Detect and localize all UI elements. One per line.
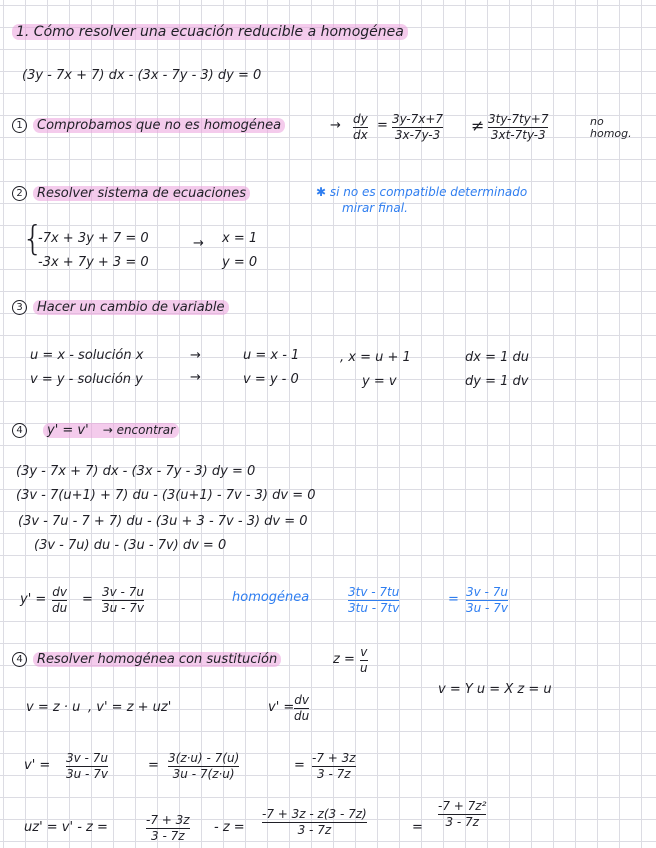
yprime-label: y' = (20, 592, 47, 607)
fraction-dvdu: dv du (52, 585, 68, 615)
equals-sign: = (412, 820, 423, 835)
fraction-simplified-z: -7 + 3z 3 - 7z (312, 751, 356, 781)
fraction-v-over-u: v u (360, 645, 368, 675)
step-4-heading (12, 422, 179, 439)
step-label: Resolver homogénea con sustitución (33, 652, 281, 667)
vprime-label: v' = (268, 700, 295, 715)
fraction-combined: -7 + 3z - z(3 - 7z) 3 - 7z (262, 807, 367, 837)
derivation-line-2: (3v - 7(u+1) + 7) du - (3(u+1) - 7v - 3) dv = 0 (16, 488, 316, 503)
fraction-original: 3y-7x+7 3x-7y-3 (392, 112, 444, 142)
v-definition: v = y - 0 (243, 372, 299, 387)
vprime-label: v' = (24, 758, 51, 773)
step-1-heading (12, 118, 285, 134)
z-definition-label: z = (333, 652, 355, 667)
equals-sign: = (294, 758, 305, 773)
v-equals-zu: v = z · u (26, 700, 81, 715)
fraction-scaled: 3ty-7ty+7 3xt-7ty-3 (488, 112, 549, 142)
not-equal-sign: ≠ (471, 116, 485, 135)
system-eq-2: -3x + 7y + 3 = 0 (38, 255, 149, 270)
substitution-v: v = y - solución y (30, 372, 143, 387)
solution-y: y = 0 (222, 255, 258, 270)
variable-mapping: v = Y u = X z = u (438, 682, 552, 697)
system-brace: { (22, 219, 44, 259)
solution-x: x = 1 (222, 231, 258, 246)
step-number: 2 (12, 186, 27, 201)
step-label: Resolver sistema de ecuaciones (33, 186, 250, 201)
arrow-icon: → (190, 348, 201, 363)
equals-sign: = (148, 758, 159, 773)
step-3-heading (12, 300, 229, 316)
main-equation: (3y - 7x + 7) dx - (3x - 7y - 3) dy = 0 (22, 68, 262, 83)
derivation-line-1: (3y - 7x + 7) dx - (3x - 7y - 3) dy = 0 (16, 464, 256, 479)
step-label: y' = v' (47, 423, 89, 438)
vprime-expression: , v' = z + uz' (88, 700, 172, 715)
step-number: 1 (12, 118, 27, 133)
arrow-icon: → (193, 236, 204, 251)
fraction-dvdu: dv du (294, 693, 310, 723)
equals-sign: = (82, 592, 93, 607)
minus-z: - z = (214, 820, 245, 835)
y-in-terms-of-v: y = v (362, 374, 397, 389)
not-homogeneous-note: no homog. (590, 115, 632, 140)
u-definition: u = x - 1 (243, 348, 300, 363)
dy-relation: dy = 1 dv (465, 374, 529, 389)
equals-sign: = (448, 592, 459, 607)
dx-relation: dx = 1 du (465, 350, 529, 365)
fraction-simplified: 3v - 7u 3u - 7v (466, 585, 508, 615)
step-5-heading (12, 652, 281, 668)
step-number: 3 (12, 300, 27, 315)
fraction-substituted: 3(z·u) - 7(u) 3u - 7(z·u) (168, 751, 240, 781)
derivation-line-4: (3v - 7u) du - (3u - 7v) dv = 0 (34, 538, 227, 553)
fraction-vprime: -7 + 3z 3 - 7z (146, 813, 190, 843)
derivation-line-3: (3v - 7u - 7 + 7) du - (3u + 3 - 7v - 3) dv = 0 (18, 514, 308, 529)
substitution-u: u = x - solución x (30, 348, 144, 363)
step-label-note: → encontrar (102, 423, 176, 437)
step-2-heading (12, 186, 250, 202)
system-eq-1: -7x + 3y + 7 = 0 (38, 231, 149, 246)
page-title: 1. Cómo resolver una ecuación reducible a homogénea (12, 24, 408, 40)
homogeneous-label: homogénea (232, 590, 310, 605)
fraction-vu: 3v - 7u 3u - 7v (102, 585, 144, 615)
compatibility-note: ✱ si no es compatible determinado mirar final. (316, 185, 528, 215)
arrow-icon: → (190, 370, 201, 385)
x-in-terms-of-u: , x = u + 1 (340, 350, 411, 365)
step-number: 4 (12, 652, 27, 667)
arrow-icon: → (330, 118, 341, 133)
step-label: Hacer un cambio de variable (33, 300, 229, 315)
step-label: Comprobamos que no es homogénea (33, 118, 285, 133)
fraction-dydx: dy dx (353, 112, 368, 142)
fraction-vu: 3v - 7u 3u - 7v (66, 751, 108, 781)
fraction-scaled-t: 3tv - 7tu 3tu - 7tv (348, 585, 400, 615)
fraction-final: -7 + 7z² 3 - 7z (438, 799, 487, 829)
uzprime-expression: uz' = v' - z = (24, 820, 108, 835)
step-number: 4 (12, 423, 27, 438)
equals-sign: = (377, 118, 388, 133)
